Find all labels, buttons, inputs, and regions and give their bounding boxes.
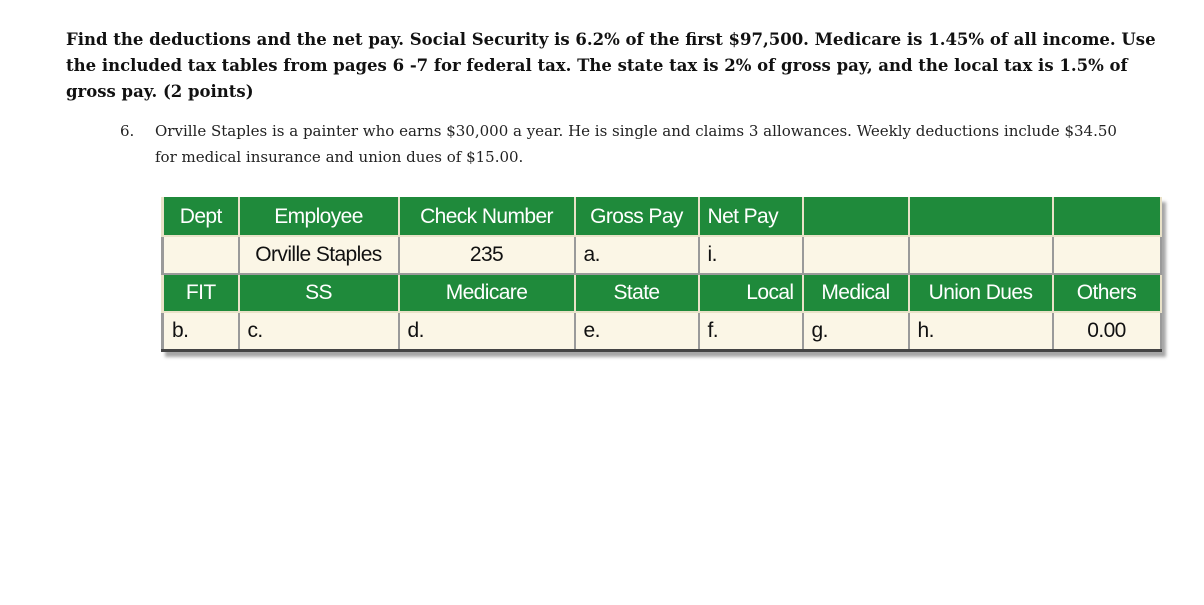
value-cell: i. [699, 236, 803, 274]
value-cell [909, 236, 1053, 274]
header-cell: Medicare [399, 274, 575, 312]
value-cell: a. [575, 236, 699, 274]
value-cell: d. [399, 312, 575, 351]
header-cell [909, 198, 1053, 236]
value-row-1 [163, 236, 1161, 274]
header-cell: State [575, 274, 699, 312]
value-row-2 [163, 312, 1161, 351]
header-cell: FIT [163, 274, 239, 312]
value-cell: f. [699, 312, 803, 351]
value-cell: 235 [399, 236, 575, 274]
header-cell: Medical [803, 274, 909, 312]
header-cell: Net Pay [699, 198, 803, 236]
header-cell: Union Dues [909, 274, 1053, 312]
header-cell [803, 198, 909, 236]
header-cell [1053, 198, 1161, 236]
problem-text: Orville Staples is a painter who earns $30,000 a year. He is single and claims 3 allowances. Weekly deductions include $34.50 for medical insurance and union dues of $15.00. [155, 122, 1117, 166]
header-cell: Local [699, 274, 803, 312]
value-cell: 0.00 [1053, 312, 1161, 351]
value-cell [1053, 236, 1161, 274]
problem-number: 6. [120, 122, 135, 140]
payroll-table [161, 197, 1162, 352]
value-cell: c. [239, 312, 399, 351]
instructions-text: Find the deductions and the net pay. Social Security is 6.2% of the first $97,500. Medicare is 1.45% of all income. Use the included tax tables from pages 6 -7 for federal tax. The state tax is 2% of gross pay, and the local tax is 1.5% of gross pay. (2 points) [66, 30, 1156, 101]
header-row-2 [163, 274, 1161, 312]
value-cell: h. [909, 312, 1053, 351]
value-cell: Orville Staples [239, 236, 399, 274]
value-cell [163, 236, 239, 274]
problem-6 [120, 118, 1120, 170]
value-cell [803, 236, 909, 274]
value-cell: b. [163, 312, 239, 351]
header-row-1 [163, 198, 1161, 236]
header-cell: Employee [239, 198, 399, 236]
value-cell: e. [575, 312, 699, 351]
header-cell: Others [1053, 274, 1161, 312]
value-cell: g. [803, 312, 909, 351]
header-cell: Gross Pay [575, 198, 699, 236]
header-cell: SS [239, 274, 399, 312]
header-cell: Dept [163, 198, 239, 236]
header-cell: Check Number [399, 198, 575, 236]
